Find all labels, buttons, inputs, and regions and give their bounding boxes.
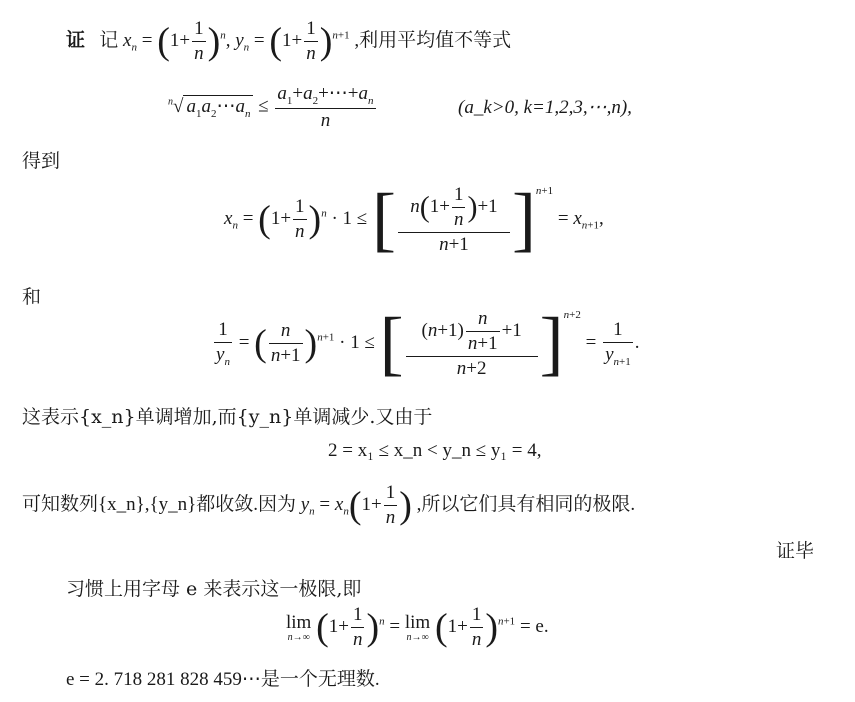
converge-line: 可知数列{x_n},{y_n}都收敛.因为 $y_n = x_n(1+$ $\frac{1}{n}$ ) ,所以它们具有相同的极限.: [22, 482, 636, 528]
proof-intro-line: 证 记 $x_n = (1+$ $\frac{1}{n}$ )$^n$, $y_n = (1+$ $\frac{1}{n}$ )$^{n+1}$ ,利用平均值不等式: [66, 18, 512, 64]
xn-inequality: $x_n = (1+$ $\frac{1}{n}$ )$^n$ · 1 ≤ [ n(1+ $\frac{1}{n}$ )+1 n+1 ]$^{n+1} = x_{n+1}$,: [224, 179, 604, 259]
proof-end: 证毕: [776, 540, 815, 562]
monotone-text: 这表示{x_n}单调增加,而{y_n}单调减少.又由于: [22, 406, 433, 428]
proof-label: 证: [66, 29, 86, 51]
converge-suffix: ,所以它们具有相同的极限.: [416, 493, 636, 515]
e-intro: 习惯上用字母 e 来表示这一极限,即: [66, 578, 362, 600]
intro-suffix: ,利用平均值不等式: [354, 29, 512, 51]
e-value: e = 2. 718 281 828 459⋯是一个无理数.: [66, 669, 380, 690]
bound-chain: 2 = x₁ ≤ x_n < y_n ≤ y₁ = 4,: [328, 440, 542, 461]
converge-prefix: 可知数列{x_n},{y_n}都收敛.因为: [22, 493, 296, 515]
e-limit-formula: lim n→∞ (1+ $\frac{1}{n}$ )$^n$ = lim n→∞ (1+ $\frac{1}{n}$ )$^{n+1}$ = e.: [286, 604, 549, 650]
get-label: 得到: [22, 150, 61, 172]
intro-prefix: 记: [99, 29, 119, 51]
amgm-condition: (a_k>0, k=1,2,3,⋯,n),: [458, 97, 632, 118]
amgm-inequality: $^n$√ $a_1a_2\cdots a_n$ ≤ $\frac{a_1+a_2+\cdots+a_n}{n}$: [168, 83, 374, 131]
yn-inequality: $\frac{1}{y_n}$ = ( $\frac{n}{n+1}$ )$^{n+1}$ · 1 ≤ [ (n+1) $\frac{n}{n+1}$ +1 n+2 ]$^{n+2}$ = $\frac{1}{y_{n+1}}$ .: [216, 303, 640, 383]
and-label: 和: [22, 286, 42, 308]
